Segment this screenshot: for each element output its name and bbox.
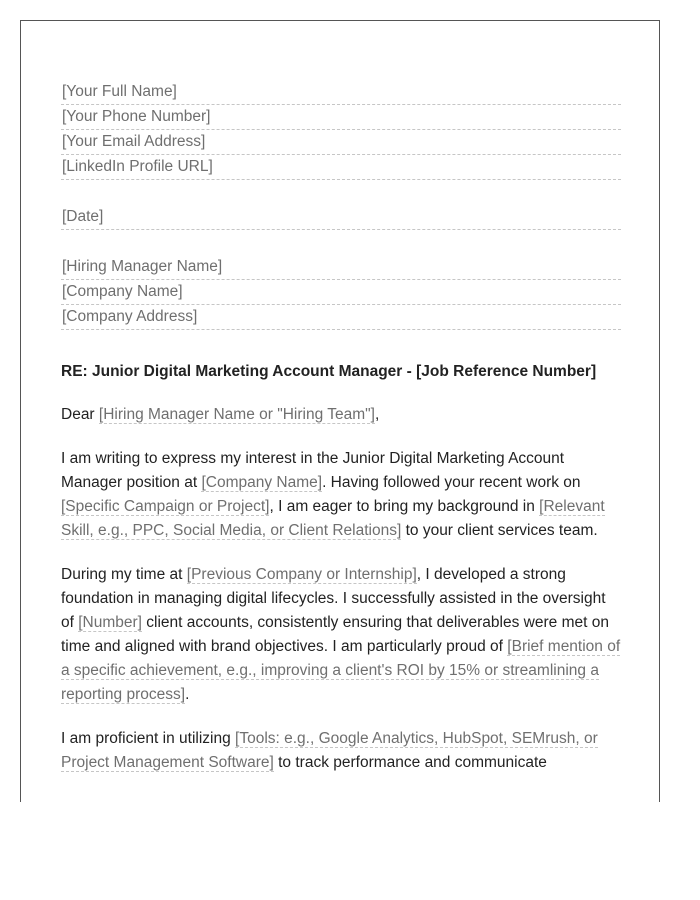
achievement-placeholder[interactable]: [Brief mention of a specific achievement, e.g., improving a client's ROI by 15% or streamlining a reporting process]	[61, 638, 621, 703]
date-field[interactable]: [Date]	[61, 205, 621, 230]
spacer	[61, 230, 621, 255]
recipient-name-field[interactable]: [Hiring Manager Name]	[61, 255, 621, 280]
spacer	[61, 180, 621, 205]
body-paragraph-3	[61, 727, 621, 775]
salutation-prefix: Dear	[61, 406, 99, 423]
salutation	[61, 403, 621, 427]
paragraph-text: , I am eager to bring my background in	[269, 498, 540, 515]
paragraph-text: I am writing to express my interest in the Junior Digital Marketing Account Manager position at	[61, 450, 565, 491]
tools-placeholder[interactable]: [Tools: e.g., Google Analytics, HubSpot, SEMrush, or Project Management Software]	[61, 730, 598, 771]
letter-content	[61, 80, 621, 775]
subject-line: RE: Junior Digital Marketing Account Manager - [Job Reference Number]	[61, 363, 597, 380]
paragraph-text: to your client services team.	[401, 522, 598, 539]
recipient-address-field[interactable]: [Company Address]	[61, 305, 621, 330]
previous-company-placeholder[interactable]: [Previous Company or Internship]	[186, 566, 417, 583]
paragraph-text: , I developed a strong foundation in managing digital lifecycles. I successfully assisted in the oversight of	[61, 566, 606, 631]
relevant-skill-placeholder[interactable]: [Relevant Skill, e.g., PPC, Social Media, or Client Relations]	[61, 498, 605, 539]
letter-page	[20, 20, 660, 802]
sender-email-field[interactable]: [Your Email Address]	[61, 130, 621, 155]
paragraph-text: client accounts, consistently ensuring that deliverables were met on time and aligned with brand objectives. I am particularly proud of	[61, 614, 609, 655]
sender-full-name-field[interactable]: [Your Full Name]	[61, 80, 621, 105]
salutation-placeholder[interactable]: [Hiring Manager Name or "Hiring Team"]	[98, 406, 375, 423]
sender-linkedin-field[interactable]: [LinkedIn Profile URL]	[61, 155, 621, 180]
salutation-suffix: ,	[374, 406, 380, 423]
paragraph-text: to track performance and communicate	[273, 754, 547, 771]
company-name-placeholder[interactable]: [Company Name]	[201, 474, 323, 491]
recipient-company-field[interactable]: [Company Name]	[61, 280, 621, 305]
paragraph-text: .	[185, 686, 190, 703]
campaign-placeholder[interactable]: [Specific Campaign or Project]	[61, 498, 270, 515]
paragraph-text: During my time at	[61, 566, 187, 583]
number-placeholder[interactable]: [Number]	[78, 614, 142, 631]
body-paragraph-2	[61, 563, 621, 707]
body-paragraph-1	[61, 447, 621, 543]
sender-phone-field[interactable]: [Your Phone Number]	[61, 105, 621, 130]
paragraph-text: . Having followed your recent work on	[322, 474, 581, 491]
paragraph-text: I am proficient in utilizing	[61, 730, 236, 747]
